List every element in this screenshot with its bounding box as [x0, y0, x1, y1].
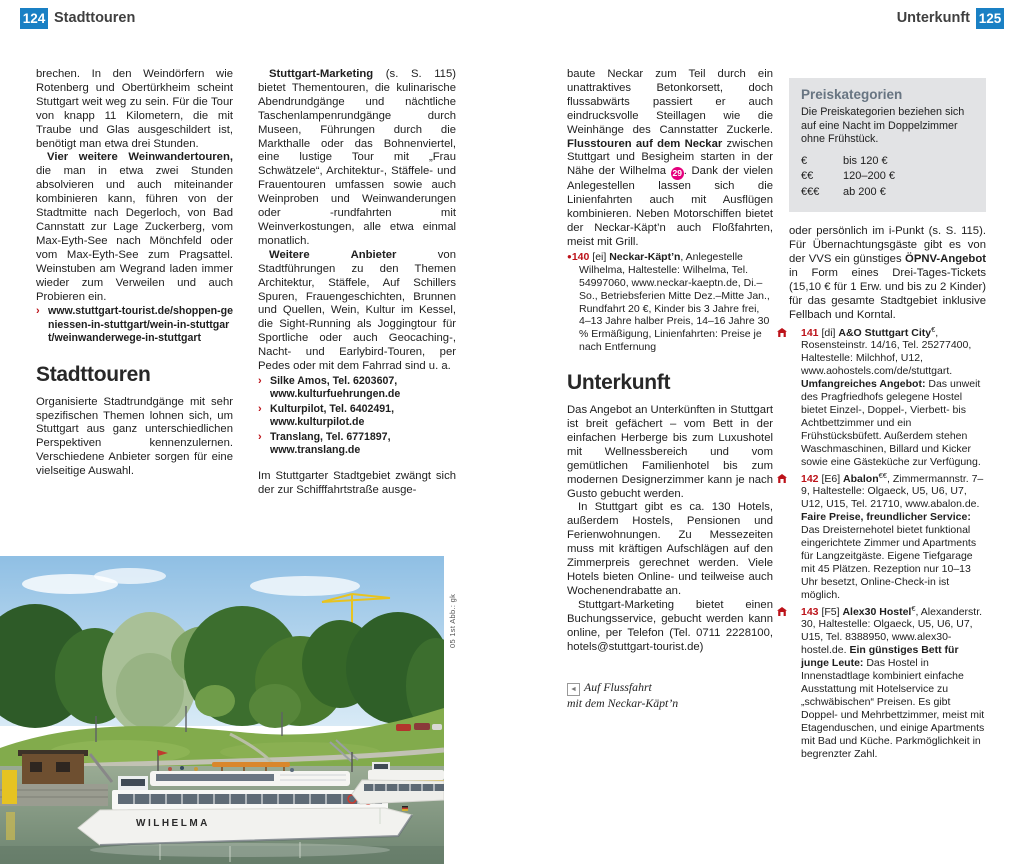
page-number-left: 124: [20, 8, 48, 29]
column-3: [567, 68, 773, 711]
section-title-right: Unterkunft: [896, 10, 970, 26]
photo-neckar-boats: [0, 556, 444, 864]
link-arrow-icon: ›: [258, 374, 262, 387]
section-title-left: Stadttouren: [54, 10, 136, 26]
paragraph-unterkunft-3: Stuttgart-Marketing bietet einen Buchungsservice, gebucht werden kann online, per Telefon (Tel. 0711 2228100, hotels@stuttgart-tourist.de): [567, 598, 773, 653]
hotel-listing-142: 142 [E6] Abalon€€, Zimmermannstr. 7–9, Haltestelle: Olgaeck, U5, U6, U7, U12, U15, Tel. 21710, www.abalon.de. Faire Preise, freundlicher Service: Das Dreisternehotel bietet funktional eingerichtete Zimmer und Apartments für Langzeitgäste. Eigene Tiefgarage mit 45 Plätzen. Rezeption nur 10–13 Uhr besetzt, Online-Check-in ist möglich.: [789, 470, 986, 602]
column-2: [258, 68, 456, 498]
paragraph-wine-tours: Vier weitere Weinwandertouren, die man in etwa zwei Stunden absolvieren und auch miteinander kombinieren kann, führen von der Stadtmitte nach Degerloch, von Bad Cannstatt zur Lage Zuckerberg, vom Max-Eyth-See nach Mönchfeld oder vom Max-Eyth-See zum Pragsattel. Weinstuben am Wegrand laden immer wieder zum Verweilen und auch Probieren ein.: [36, 151, 233, 303]
price-box-body: Die Preiskategorien beziehen sich auf eine Nacht im Doppelzimmer ohne Frühstück.: [801, 105, 965, 146]
heading-stadttouren: Stadttouren: [36, 362, 151, 386]
paragraph-neckar-start: Im Stuttgarter Stadtgebiet zwängt sich der zur Schifffahrtstraße ausge-: [258, 470, 456, 497]
hotel-icon: [789, 607, 799, 616]
hotel-icon: [789, 328, 799, 337]
paragraph-oepnv: oder persönlich im i-Punkt (s. S. 115). Für Übernachtungsgäste gibt es von der VVS ein günstiges ÖPNV-Angebot in Form eines Drei-Tages-Tickets (15,10 € für 1 Erw. und bis zu 2 Kinder) für das gesamte Stadtgebiet inklusive Fellbach und Korntal.: [789, 225, 986, 321]
paragraph-stadttouren-intro: Organisierte Stadtrundgänge mit sehr spezifischen Themen lohnen sich, um Stuttgart aus ganz unterschiedlichen Perspektiven kennenzulernen. Verschiedene Anbieter sorgen für eine vielseitige Auswahl.: [36, 395, 233, 478]
photo-reference-icon: ◄: [567, 683, 580, 696]
paragraph-unterkunft-1: Das Angebot an Unterkünften in Stuttgart ist breit gefächert – vom Bett in der einfachen Herberge bis zum Luxushotel mit Wellnessbereich und vom gemütlichen Familienhotel bis zum modernen Designerzimmer kann je nach Gusto gebucht werden.: [567, 404, 773, 500]
price-categories-box: [789, 78, 986, 212]
weblink-silke-amos: › Silke Amos, Tel. 6203607, www.kulturfuehrungen.de: [258, 374, 401, 401]
paragraph-unterkunft-2: In Stuttgart gibt es ca. 130 Hotels, außerdem Hostels, Pensionen und Ferienwohnungen. Zu Messezeiten muss mit kräftigen Aufschlägen auf den Zimmerpreis gerechnet werden. Viele Hotels bieten Online- und teilweise auch Wochenendrabatte an.: [567, 501, 773, 597]
link-arrow-icon: ›: [258, 402, 262, 415]
photo-credit: 05 1st Abb.: gk: [448, 593, 457, 648]
boat-name: WILHELMA: [136, 818, 210, 829]
column-4: [789, 78, 986, 760]
paragraph-weitere-anbieter: Weitere Anbieter von Stadtführungen zu den Themen Architektur, Stäffele, Auf Schillers Spuren, Frauengeschichten, Brunnen und Quellen, Wein, Kultur im Kessel, die Sight-Running als Joggingtour für Sportliche oder auch Geocaching-, Nacht- und Earlybird-Touren, per Pedes oder mit dem Fahrrad sind u. a.: [258, 248, 456, 373]
heading-unterkunft: Unterkunft: [567, 371, 671, 395]
page-number-right: 125: [976, 8, 1004, 29]
photo-illustration: [0, 556, 444, 864]
weblink-translang: › Translang, Tel. 6771897, www.translang.de: [258, 430, 391, 456]
paragraph-stuttgart-marketing: Stuttgart-Marketing (s. S. 115) bietet Thementouren, die kulinarische Abendrundgänge und nächtliche Taschenlampenrundgänge durch Museen, Führungen durch die Markthalle oder das Bohnenviertel, eine lustige Tour mit „Frau Schwätzele“, Architektur-, Stäffele- und Frauentouren umfassen sowie auch Weinproben und Weinwanderungen oder -rundfahrten mit Weinverkostungen, alle etwa einmal monatlich.: [258, 68, 456, 247]
hotel-listing-143: 143 [F5] Alex30 Hostel€, Alexanderstr. 30, Haltestelle: Olgaeck, U5, U6, U7, U15, Tel. 8388950, www.alex30-hostel.de. Ein günstiges Bett für junge Leute: Das Hostel in Innenstadtlage kombiniert einfache Ausstattung mit Hotelservice zu „schwäbischen“ Preisen. Es gibt Doppel- und Mehrbettzimmer, meist mit Etagenduschen, und einige Apartments mit Bad und Küche. Parkmöglichkeit in begrenzter Zahl.: [789, 603, 986, 761]
weblink-kulturpilot: › Kulturpilot, Tel. 6402491, www.kulturpilot.de: [258, 402, 395, 429]
link-arrow-icon: ›: [258, 430, 262, 443]
listing-bullet-icon: ●: [567, 251, 572, 261]
price-row: €€ 120–200 €: [801, 170, 895, 183]
paragraph-neckar: baute Neckar zum Teil durch ein unattraktives Betonkorsett, doch flussabwärts passiert er auch eindrucksvolle Steillagen wie die Weinhänge des Cannstatter Zuckerle. Flusstouren auf dem Neckar zwischen Stuttgart und Besigheim starten in der Nähe der Wilhelma 29 . Dank der vielen Anlegestellen lassen sich die Linienfahrten auch mit Ausflügen kombinieren. Neben Motorschiffen bietet der Neckar-Käpt’n auch Floßfahrten, meist mit Grill.: [567, 68, 773, 248]
hotel-icon: [789, 474, 799, 483]
price-row: € bis 120 €: [801, 154, 888, 167]
column-1: [36, 68, 233, 479]
photo-caption: ◄ Auf Flussfahrt mit dem Neckar-Käpt’n: [567, 680, 679, 711]
paragraph-wine-villages: brechen. In den Weindörfern wie Rotenberg und Obertürkheim scheint Stuttgart weit weg zu sein. Für die Tour von knapp 11 Kilometern, die mit Traube und Glas ausgeschildert ist, benötigt man etwa drei Stunden.: [36, 68, 233, 150]
listing-neckar-kaeptn: ●140 [ei] Neckar-Käpt’n, Anlegestelle Wilhelma, Haltestelle: Wilhelma, Tel. 54997060, www.neckar-kaeptn.de, Di.–So., Betriebsferien Mitte Dez.–Mitte Jan., Rundfahrt 20 €, Kinder bis 3 Jahre frei, 4–13 Jahre halber Preis, 14–16 Jahre 30 % Ermäßigung, Linienfahrten: Preise je nach Entfernung: [567, 250, 770, 354]
weblink-weinwanderwege: › www.stuttgart-tourist.de/shoppen-geniessen-in-stuttgart/wein-in-stuttgart/weinwanderwege-in-stuttgart: [36, 305, 233, 345]
map-marker-29: 29: [672, 168, 682, 179]
price-box-title: Preiskategorien: [801, 87, 903, 102]
link-arrow-icon: ›: [36, 305, 40, 318]
hotel-listing-141: 141 [di] A&O Stuttgart City€, Rosensteinstr. 14/16, Tel. 25277400, Haltestelle: Milchhof, U12, www.aohostels.com/de/stuttgart. Umfangreiches Angebot: Das unweit des Pragfriedhofs gelegene Hostel bietet Einzel-, Doppel-, Vierbett- bis Achtbettzimmer und ein Frühstücksbüfett. Außerdem stehen Waschmaschinen, Billard und Kicker sowie eine Gästeküche zur Verfügung.: [789, 324, 986, 469]
price-row: €€€ ab 200 €: [801, 185, 886, 198]
